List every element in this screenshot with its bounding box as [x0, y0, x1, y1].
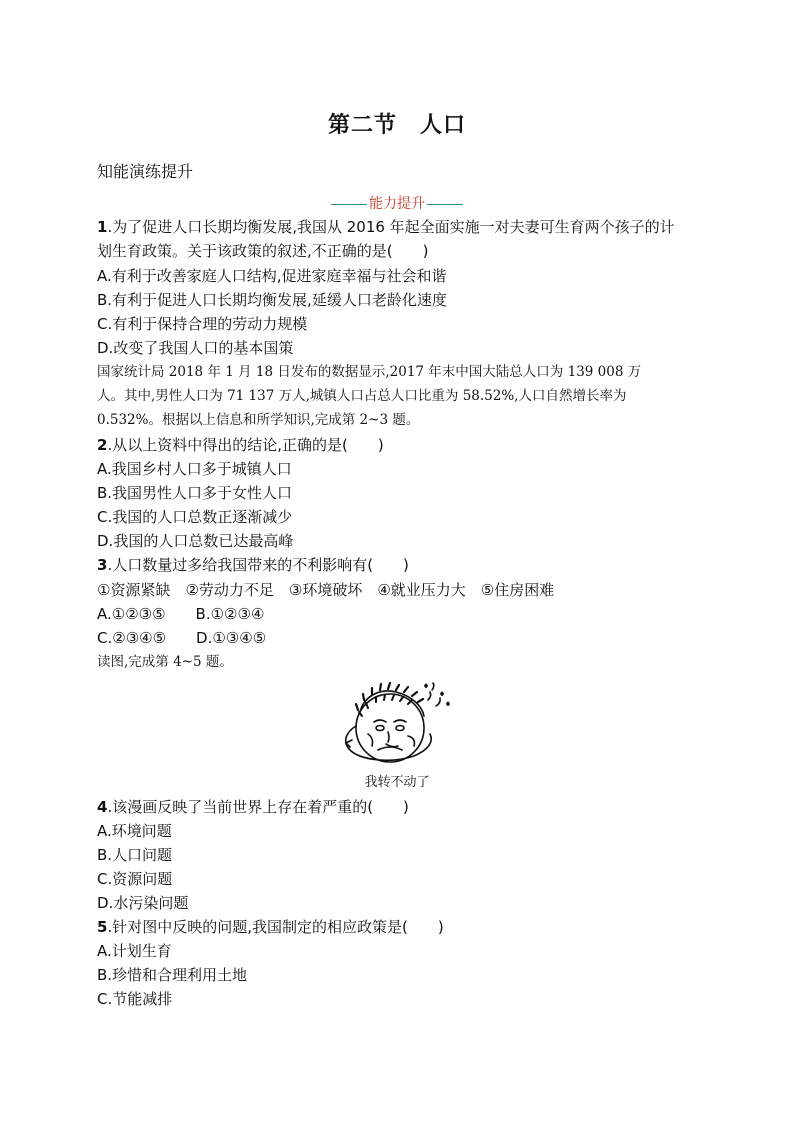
figure-caption: 我转不动了	[364, 775, 430, 790]
divider	[331, 204, 367, 205]
question-4-stem: 4.该漫画反映了当前世界上存在着严重的( )	[97, 798, 409, 816]
passage-line2: 人。其中,男性人口为 71 137 万人,城镇人口占总人口比重为 58.52%,人口自然增长率为	[97, 388, 627, 404]
question-4-option-b[interactable]: B.人口问题	[97, 846, 173, 864]
passage-line3: 0.532%。根据以上信息和所学知识,完成第 2~3 题。	[97, 412, 420, 428]
section-heading	[0, 193, 794, 213]
divider	[427, 204, 463, 205]
question-5-stem: 5.针对图中反映的问题,我国制定的相应政策是( )	[97, 918, 444, 936]
earth-cartoon-image	[328, 670, 468, 770]
figure-intro: 读图,完成第 4~5 题。	[97, 654, 233, 670]
subtitle: 知能演练提升	[97, 162, 194, 181]
question-2-option-a[interactable]: A.我国乡村人口多于城镇人口	[97, 460, 292, 478]
question-5-option-a[interactable]: A.计划生育	[97, 942, 172, 960]
question-5-option-c[interactable]: C.节能减排	[97, 990, 173, 1008]
question-number: 5	[97, 918, 108, 936]
page-title: 第二节 人口	[327, 113, 466, 138]
question-1-option-b[interactable]: B.有利于促进人口长期均衡发展,延缓人口老龄化速度	[97, 291, 447, 309]
question-2-option-b[interactable]: B.我国男性人口多于女性人口	[97, 484, 293, 502]
question-number: 3	[97, 556, 108, 574]
question-3-options-row2[interactable]: C.②③④⑤ D.①③④⑤	[97, 629, 267, 647]
question-3-items: ①资源紧缺 ②劳动力不足 ③环境破坏 ④就业压力大 ⑤住房困难	[97, 581, 555, 599]
question-4-option-c[interactable]: C.资源问题	[97, 870, 173, 888]
question-number: 2	[97, 436, 108, 454]
question-1-option-c[interactable]: C.有利于保持合理的劳动力规模	[97, 315, 308, 333]
question-4-option-d[interactable]: D.水污染问题	[97, 894, 189, 912]
question-5-option-b[interactable]: B.珍惜和合理利用土地	[97, 966, 248, 984]
question-2-option-c[interactable]: C.我国的人口总数正逐渐减少	[97, 508, 293, 526]
question-2-stem: 2.从以上资料中得出的结论,正确的是( )	[97, 436, 384, 454]
section-label: 能力提升	[369, 196, 425, 212]
question-3-options-row1[interactable]: A.①②③⑤ B.①②③④	[97, 605, 265, 623]
question-3-stem: 3.人口数量过多给我国带来的不利影响有( )	[97, 556, 409, 574]
question-4-option-a[interactable]: A.环境问题	[97, 822, 172, 840]
question-number: 4	[97, 798, 108, 816]
question-1-option-d[interactable]: D.改变了我国人口的基本国策	[97, 339, 294, 357]
question-1-option-a[interactable]: A.有利于改善家庭人口结构,促进家庭幸福与社会和谐	[97, 267, 447, 285]
question-1-stem-line2: 划生育政策。关于该政策的叙述,不正确的是( )	[97, 242, 429, 260]
question-number: 1	[97, 218, 108, 236]
question-2-option-d[interactable]: D.我国的人口总数已达最高峰	[97, 532, 294, 550]
question-1-stem-line1: 1.为了促进人口长期均衡发展,我国从 2016 年起全面实施一对夫妻可生育两个孩子的计	[97, 218, 675, 236]
passage-line1: 国家统计局 2018 年 1 月 18 日发布的数据显示,2017 年末中国大陆总人口为 139 008 万	[97, 364, 642, 380]
